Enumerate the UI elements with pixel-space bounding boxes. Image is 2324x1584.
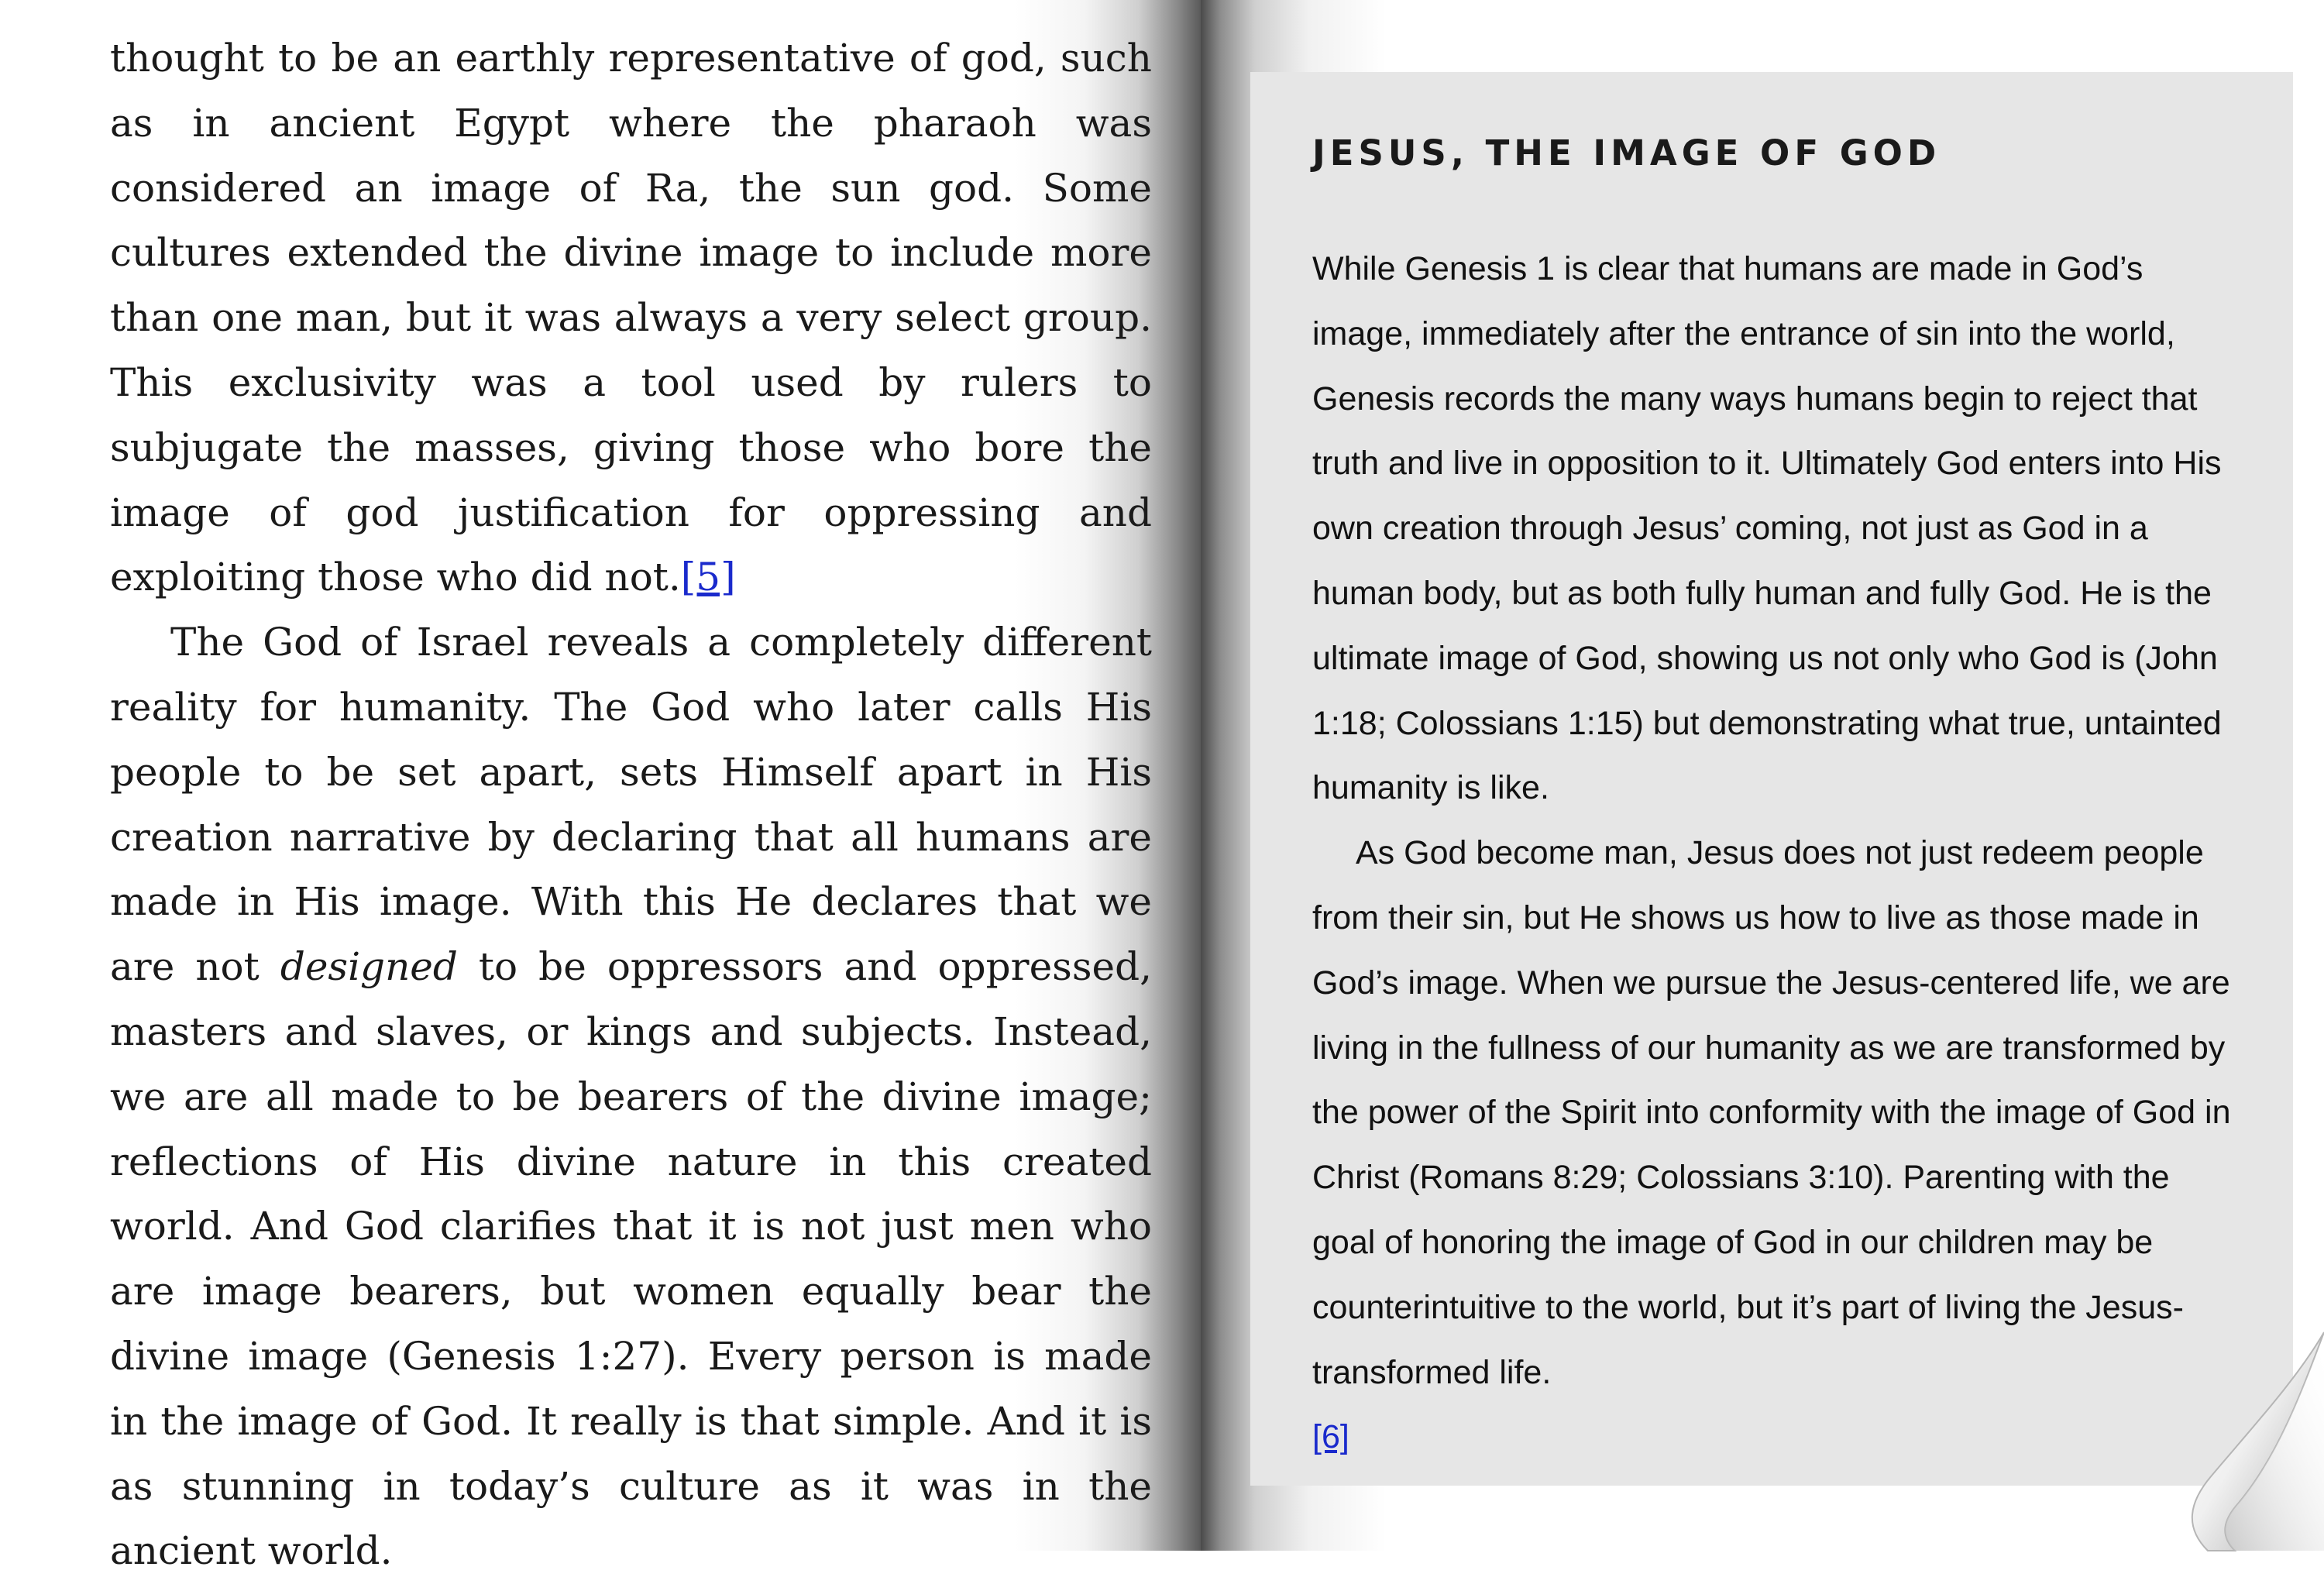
footnote-link-6[interactable]: [6] xyxy=(1312,1418,1349,1456)
sidebar-box xyxy=(1250,72,2293,1486)
sidebar-paragraph-2: As God become man, Jesus does not just redeem people from their sin, but He shows us how to live as those made in God’s image. When we pursue the Jesus-centered life, we are living in the fullness of our humanity as we are transformed by the power of the Spirit into conformity with the image of God in Christ (Romans 8:29; Colossians 3:10). Parenting with the goal of honoring the image of God in our children may be counterintuitive to the world, but it’s part of living the Jesus-transformed life. xyxy=(1312,834,2231,1391)
paragraph-2-text-before: The God of Israel reveals a completely different reality for humanity. The God who later calls His people to be set apart, sets Himself apart in His creation narrative by declaring that all humans are made in His image. With this He declares that we are not xyxy=(110,620,1152,990)
sidebar-paragraph-1: While Genesis 1 is clear that humans are made in God’s image, immediately after the entrance of sin into the world, Genesis records the many ways humans begin to reject that truth and live in opposition to it. Ultimately God enters into His own creation through Jesus’ coming, not just as God in a human body, but as both fully human and fully God. He is the ultimate image of God, showing us not only who God is (John 1:18; Colossians 1:15) but demonstrating what true, untainted humanity is like. xyxy=(1312,250,2222,807)
paragraph-1 xyxy=(110,26,1152,610)
paragraph-1-text: thought to be an earthly representative of god, such as in ancient Egypt where the pharaoh was considered an image of Ra, the sun god. Some cultures extended the divine image to include more than one man, but it was always a very select group. This exclusivity was a tool used by rulers to subjugate the masses, giving those who bore the image of god justification for oppressing and exploiting those who did not. xyxy=(110,36,1152,600)
page-curl-icon[interactable] xyxy=(2161,1309,2324,1551)
sidebar-footnote-line xyxy=(1312,1405,2233,1470)
sidebar-body xyxy=(1312,237,2233,1470)
footnote-link-5[interactable]: [5] xyxy=(680,555,736,600)
paragraph-2 xyxy=(110,610,1152,1584)
sidebar-title: JESUS, THE IMAGE OF GOD xyxy=(1312,132,1941,174)
paragraph-2-emphasis: designed xyxy=(280,944,458,990)
left-page-text xyxy=(110,26,1152,1584)
paragraph-2-text-after: to be oppressors and oppressed, masters and slaves, or kings and subjects. Instead, we are all made to be bearers of the divine image; reflections of His divine nature in this created world. And God clarifies that it is not just men who are image bearers, but women equally bear the divine image (Genesis 1:27). Every person is made in the image of God. It really is that simple. And it is as stunning in today’s culture as it was in the ancient world. xyxy=(110,944,1152,1574)
